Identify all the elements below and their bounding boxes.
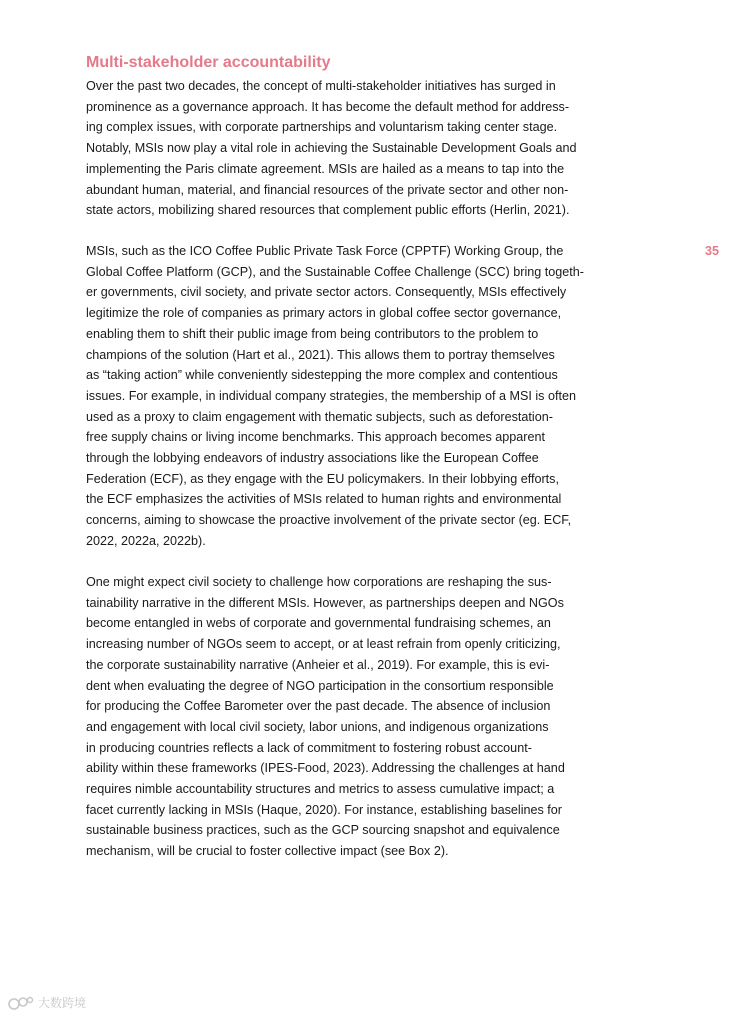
text-line: as “taking action” while conveniently sidestepping the more complex and contentious xyxy=(86,368,558,383)
section-heading: Multi-stakeholder accountability xyxy=(86,54,331,71)
text-line: One might expect civil society to challenge how corporations are reshaping the sus- xyxy=(86,575,552,589)
text-line: tainability narrative in the different MSIs. However, as partnerships deepen and NGOs xyxy=(86,595,564,610)
text-line: through the lobbying endeavors of industry associations like the European Coffee xyxy=(86,451,539,466)
text-line: concerns, aiming to showcase the proactive involvement of the private sector (eg. ECF, xyxy=(86,513,572,528)
text-line: implementing the Paris climate agreement. MSIs are hailed as a means to tap into the xyxy=(86,161,565,176)
text-line: Global Coffee Platform (GCP), and the Sustainable Coffee Challenge (SCC) bring togeth- xyxy=(86,264,584,279)
text-line: used as a proxy to claim engagement with thematic subjects, such as deforestation- xyxy=(86,409,553,424)
text-line: sustainable business practices, such as the GCP sourcing snapshot and equivalence xyxy=(86,823,560,838)
text-line: mechanism, will be crucial to foster collective impact (see Box 2). xyxy=(86,844,449,859)
text-line: er governments, civil society, and private sector actors. Consequently, MSIs effectively xyxy=(86,285,567,300)
text-line: facet currently lacking in MSIs (Haque, 2020). For instance, establishing baselines for xyxy=(86,802,562,817)
watermark xyxy=(8,994,86,1011)
text-line: Federation (ECF), as they engage with the EU policymakers. In their lobbying efforts, xyxy=(86,471,559,486)
paragraph-2 xyxy=(86,241,584,552)
text-line: state actors, mobilizing shared resources that complement public efforts (Herlin, 2021). xyxy=(86,203,570,218)
text-line: increasing number of NGOs seem to accept, or at least refrain from openly criticizing, xyxy=(86,637,561,652)
text-line: free supply chains or living income benchmarks. This approach becomes apparent xyxy=(86,430,545,445)
text-line: ability within these frameworks (IPES-Food, 2023). Addressing the challenges at hand xyxy=(86,761,565,776)
watermark-text: 大数跨境 xyxy=(38,996,87,1010)
text-line: champions of the solution (Hart et al., 2021). This allows them to portray themselves xyxy=(86,347,555,362)
paragraph-1 xyxy=(86,76,577,221)
text-line: the ECF emphasizes the activities of MSIs related to human rights and environmental xyxy=(86,492,562,507)
text-line: abundant human, material, and financial resources of the private sector and other non- xyxy=(86,182,569,197)
text-line: for producing the Coffee Barometer over the past decade. The absence of inclusion xyxy=(86,699,551,714)
text-line: ing complex issues, with corporate partnerships and voluntarism taking center stage. xyxy=(86,120,558,135)
text-line: Over the past two decades, the concept of multi-stakeholder initiatives has surged in xyxy=(86,79,556,93)
text-line: Notably, MSIs now play a vital role in achieving the Sustainable Development Goals and xyxy=(86,141,577,156)
text-line: in producing countries reflects a lack of commitment to fostering robust account- xyxy=(86,740,532,755)
text-line: 2022, 2022a, 2022b). xyxy=(86,533,206,548)
text-line: requires nimble accountability structures and metrics to assess cumulative impact; a xyxy=(86,782,555,797)
text-line: enabling them to shift their public image from being contributors to the problem to xyxy=(86,326,539,341)
text-line: the corporate sustainability narrative (Anheier et al., 2019). For example, this is evi- xyxy=(86,657,550,672)
text-line: MSIs, such as the ICO Coffee Public Private Task Force (CPPTF) Working Group, the xyxy=(86,244,564,258)
text-line: dent when evaluating the degree of NGO participation in the consortium responsible xyxy=(86,678,554,693)
text-line: legitimize the role of companies as primary actors in global coffee sector governance, xyxy=(86,306,562,321)
text-line: issues. For example, in individual company strategies, the membership of a MSI is often xyxy=(86,388,576,403)
text-line: become entangled in webs of corporate and governmental fundraising schemes, an xyxy=(86,616,551,631)
paragraph-3 xyxy=(86,572,565,862)
text-line: prominence as a governance approach. It has become the default method for address- xyxy=(86,99,570,114)
watermark-logo-icon xyxy=(8,995,34,1011)
page-number: 35 xyxy=(705,244,720,258)
text-line: and engagement with local civil society, labor unions, and indigenous organizations xyxy=(86,719,549,734)
